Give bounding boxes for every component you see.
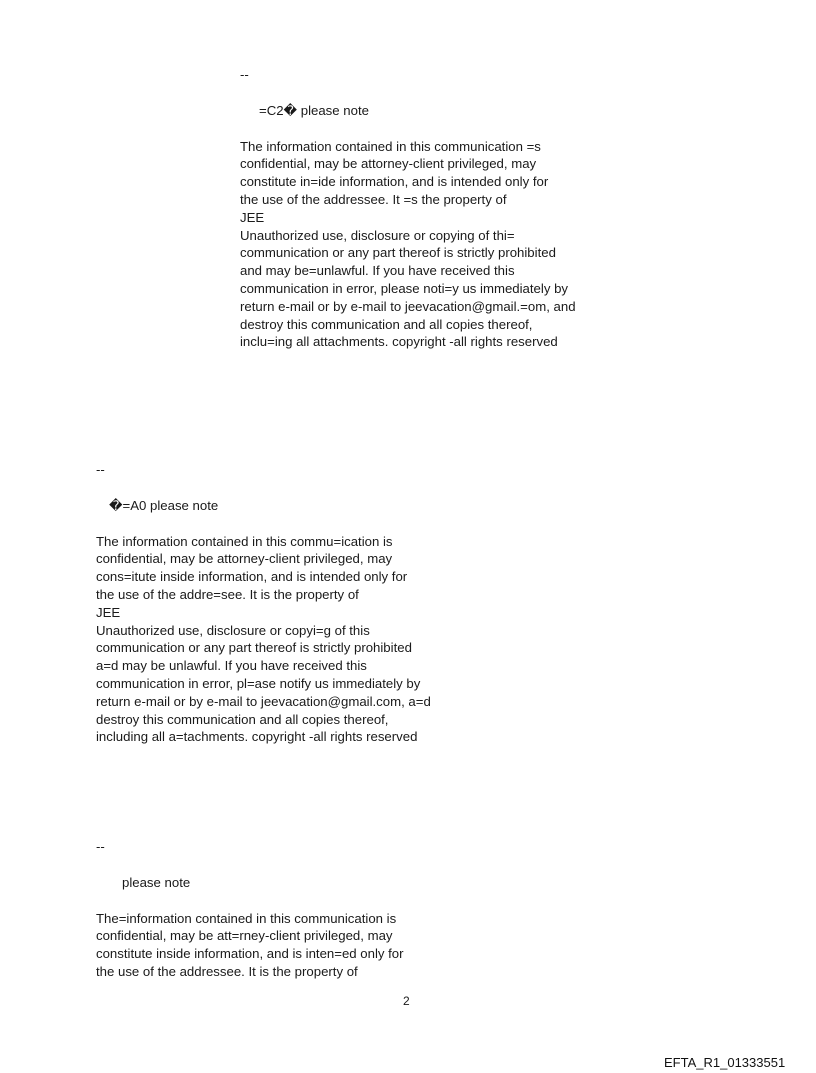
body-line: Unauthorized use, disclosure or copyi=g of this <box>96 622 370 638</box>
body-line: inclu=ing all attachments. copyright -all rights reserved <box>240 334 558 350</box>
body-line: communication in error, pl=ase notify us immediately by <box>96 675 421 691</box>
body-line: JEE <box>96 604 121 620</box>
body-line: return e-mail or by e-mail to jeevacation@gmail.com, a=d <box>96 693 431 709</box>
body-line: The information contained in this commu=ication is <box>96 533 393 549</box>
body-line: Unauthorized use, disclosure or copying of thi= <box>240 227 515 243</box>
separator: -- <box>240 67 249 82</box>
body-line: communication or any part thereof is strictly prohibited <box>240 245 556 261</box>
body-line: confidential, may be attorney-client privileged, may <box>240 156 537 172</box>
body-line: the use of the addressee. It =s the property of <box>240 191 507 207</box>
body-line: confidential, may be att=rney-client privileged, may <box>96 928 393 944</box>
body-line: JEE <box>240 209 265 225</box>
body-line: confidential, may be attorney-client privileged, may <box>96 551 393 567</box>
body-line: communication in error, please noti=y us immediately by <box>240 280 569 296</box>
body-line: destroy this communication and all copies thereof, <box>240 316 533 332</box>
email-footer-block-3 <box>96 838 404 981</box>
body-line: constitute in=ide information, and is intended only for <box>240 174 549 190</box>
page-number: 2 <box>403 994 410 1008</box>
please-note-heading: =C2� please note <box>259 102 369 118</box>
body-line: including all a=tachments. copyright -all rights reserved <box>96 729 418 745</box>
document-id: EFTA_R1_01333551 <box>664 1055 786 1070</box>
body-line: return e-mail or by e-mail to jeevacation@gmail.=om, and <box>240 298 576 314</box>
email-footer-block-2 <box>96 461 431 746</box>
separator: -- <box>96 462 105 477</box>
email-footer-block-1 <box>240 66 576 351</box>
body-line: a=d may be unlawful. If you have received this <box>96 658 367 674</box>
separator: -- <box>96 839 105 854</box>
body-line: the use of the addre=see. It is the property of <box>96 586 359 602</box>
body-line: the use of the addressee. It is the property of <box>96 963 358 979</box>
body-line: cons=itute inside information, and is intended only for <box>96 569 408 585</box>
please-note-heading: �=A0 please note <box>109 497 219 513</box>
body-line: and may be=unlawful. If you have received this <box>240 263 515 279</box>
body-line: The=information contained in this communication is <box>96 910 397 926</box>
body-line: communication or any part thereof is strictly prohibited <box>96 640 412 656</box>
please-note-heading: please note <box>122 874 191 890</box>
body-line: destroy this communication and all copies thereof, <box>96 711 389 727</box>
body-line: constitute inside information, and is inten=ed only for <box>96 946 404 962</box>
body-line: The information contained in this communication =s <box>240 138 541 154</box>
